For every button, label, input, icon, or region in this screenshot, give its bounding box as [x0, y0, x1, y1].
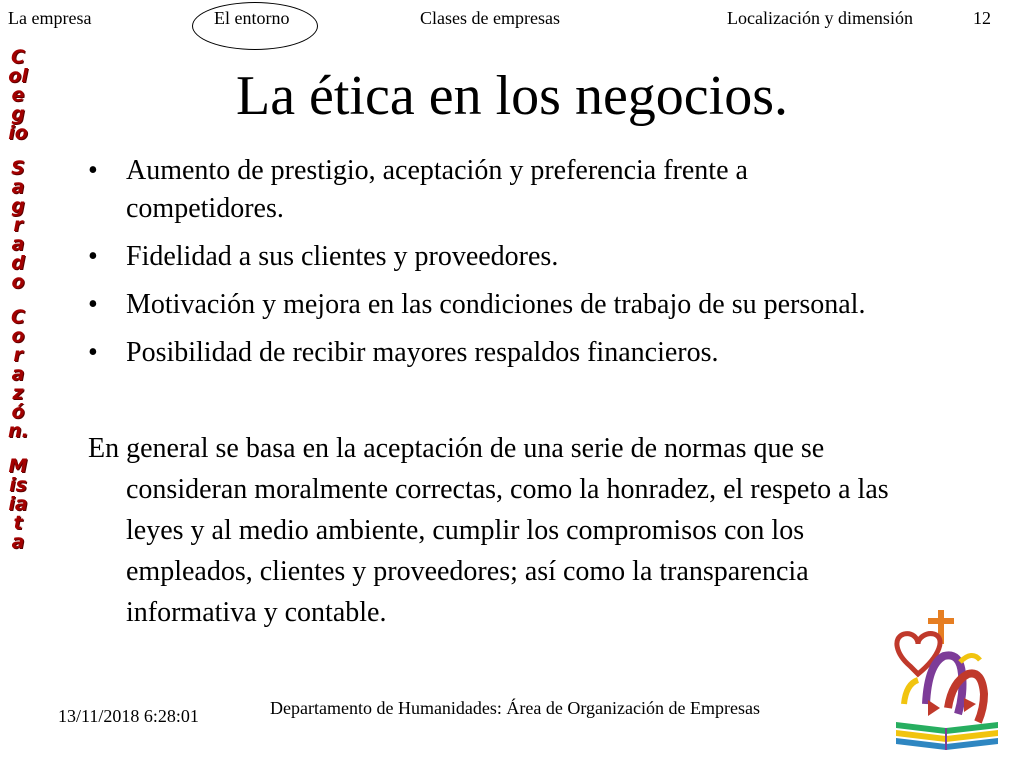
- slide-title: La ética en los negocios.: [235, 65, 788, 127]
- bullet-marker: •: [88, 241, 98, 272]
- nav-link-clases-de-empresas[interactable]: Clases de empresas: [420, 8, 560, 28]
- bullet-marker: •: [88, 155, 98, 186]
- slide-date: 13/11/2018 6:28:01: [58, 706, 199, 726]
- nav-link-la-empresa[interactable]: La empresa: [8, 8, 92, 28]
- vertical-word-1: Colegio: [8, 46, 28, 144]
- body-paragraph: En general se basa en la aceptación de una serie de normas que se consideran moralmente correctas, como la honradez, el respeto a las leyes y al medio ambiente, cumplir los compromisos con los empleados, clientes y proveedores; así como la transparencia informativa y contable.: [88, 433, 889, 628]
- bullet-item: [88, 286, 908, 324]
- bullet-list: [88, 152, 908, 382]
- vertical-word-2: Sagrado: [11, 157, 25, 293]
- bullet-text: Posibilidad de recibir mayores respaldos financieros.: [126, 337, 719, 368]
- bullet-text: Fidelidad a sus clientes y proveedores.: [126, 241, 559, 272]
- bullet-marker: •: [88, 289, 98, 320]
- vertical-word-4: Misiata: [8, 455, 28, 553]
- bullet-item: [88, 238, 908, 276]
- nav-link-localizacion-dimension[interactable]: Localización y dimensión: [727, 8, 913, 28]
- vertical-word-3: Corazón.: [8, 306, 29, 442]
- footer-department: Departamento de Humanidades: Área de Organización de Empresas: [270, 698, 760, 718]
- bullet-marker: •: [88, 337, 98, 368]
- bullet-text: Aumento de prestigio, aceptación y preferencia frente a competidores.: [126, 155, 748, 224]
- nav-link-el-entorno[interactable]: El entorno: [214, 8, 290, 28]
- page-number: 12: [973, 8, 991, 28]
- school-logo-icon: [888, 604, 1006, 754]
- bullet-item: [88, 152, 908, 228]
- bullet-item: [88, 334, 908, 372]
- bullet-text: Motivación y mejora en las condiciones de trabajo de su personal.: [126, 289, 866, 320]
